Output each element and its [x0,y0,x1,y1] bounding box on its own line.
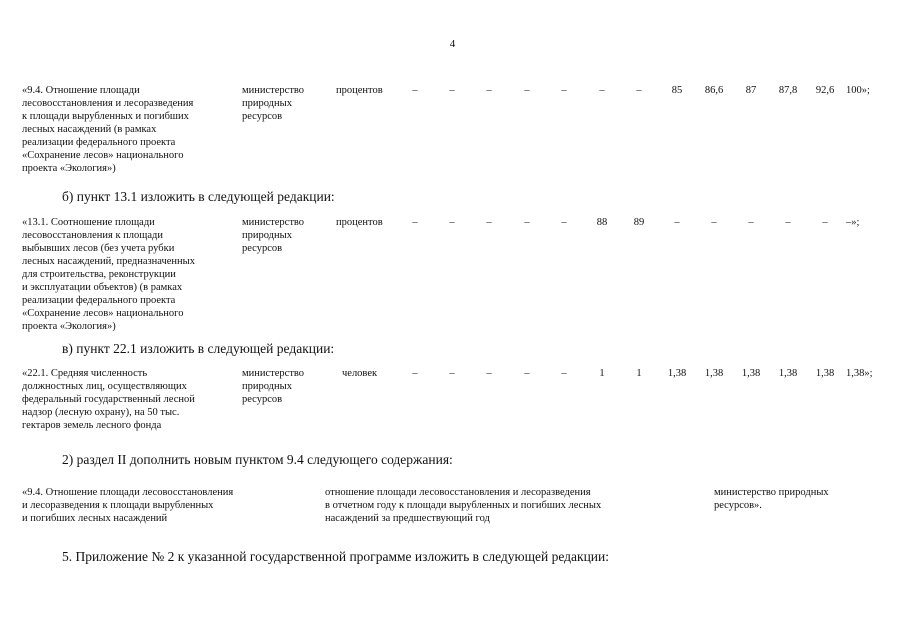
value-cell: – [486,368,492,379]
value-cell: 89 [633,217,645,228]
value-cell: 1,38 [778,368,798,379]
section-col-ministry: министерство природных ресурсов». [714,487,829,511]
value-cell: 87,8 [778,85,798,96]
value-cell: – [748,217,754,228]
value-cell: 100»; [846,85,870,96]
indicator-text: «9.4. Отношение площади лесовосстановления и лесоразведения к площади вырубленных и погибших лесных насаждений (в рамках реализации федерального проекта «Сохранение лесов» национального проекта «Экология») [22,85,194,174]
ministry-text: министерство природных ресурсов [242,368,305,405]
value-cell: – [412,217,418,228]
value-cell: 1 [599,368,605,379]
value-cell: 85 [671,85,683,96]
value-cell: – [449,85,455,96]
ministry-text: министерство природных ресурсов [242,217,305,254]
value-cell: 87 [745,85,757,96]
value-cell: – [711,217,717,228]
page-number: 4 [449,38,456,50]
heading-v: в) пункт 22.1 изложить в следующей редакции: [62,341,335,356]
value-cell: 1 [636,368,642,379]
value-cell: – [449,217,455,228]
value-cell: –»; [846,217,860,228]
indicator-text: «22.1. Средняя численность должностных лиц, осуществляющих федеральный государственный лесной надзор (лесную охрану), на 50 тыс. гектаров земель лесного фонда [22,368,195,431]
indicator-text: «13.1. Соотношение площади лесовосстановления к площади выбывших лесов (без учета рубки лесных насаждений, предназначенных для строительства, реконструкции и эксплуатации объектов) (в рамках реализации федерального проекта «Сохранение лесов» национального проекта «Экология») [22,217,195,332]
value-cell: 1,38 [815,368,835,379]
value-cell: 1,38 [667,368,687,379]
value-cell: 1,38 [704,368,724,379]
value-cell: – [822,217,828,228]
value-cell: – [561,217,567,228]
value-cell: 88 [596,217,608,228]
value-cell: – [674,217,680,228]
value-cell: 92,6 [815,85,835,96]
value-cell: – [449,368,455,379]
value-cell: – [412,368,418,379]
value-cell: – [561,368,567,379]
unit-text: человек [342,368,378,379]
value-cell: – [486,85,492,96]
value-cell: – [599,85,605,96]
value-cell: 1,38 [741,368,761,379]
value-cell: – [636,85,642,96]
heading-b: б) пункт 13.1 изложить в следующей редакции: [62,189,335,204]
value-cell: 1,38»; [846,368,873,379]
value-cell: – [486,217,492,228]
value-cell: – [561,85,567,96]
value-cell: – [524,85,530,96]
value-cell: 86,6 [704,85,724,96]
ministry-text: министерство природных ресурсов [242,85,305,122]
unit-text: процентов [336,85,383,96]
value-cell: – [524,368,530,379]
value-cell: – [785,217,791,228]
value-cell: – [524,217,530,228]
section-col-definition: отношение площади лесовосстановления и лесоразведения в отчетном году к площади вырубленных и погибших лесных насаждений за предшествующий год [325,487,602,524]
section-col-indicator: «9.4. Отношение площади лесовосстановления и лесоразведения к площади вырубленных и погибших лесных насаждений [22,487,234,524]
heading-item-5: 5. Приложение № 2 к указанной государственной программе изложить в следующей редакции: [62,549,609,564]
unit-text: процентов [336,217,383,228]
value-cell: – [412,85,418,96]
heading-section-2: 2) раздел II дополнить новым пунктом 9.4 следующего содержания: [62,452,453,467]
